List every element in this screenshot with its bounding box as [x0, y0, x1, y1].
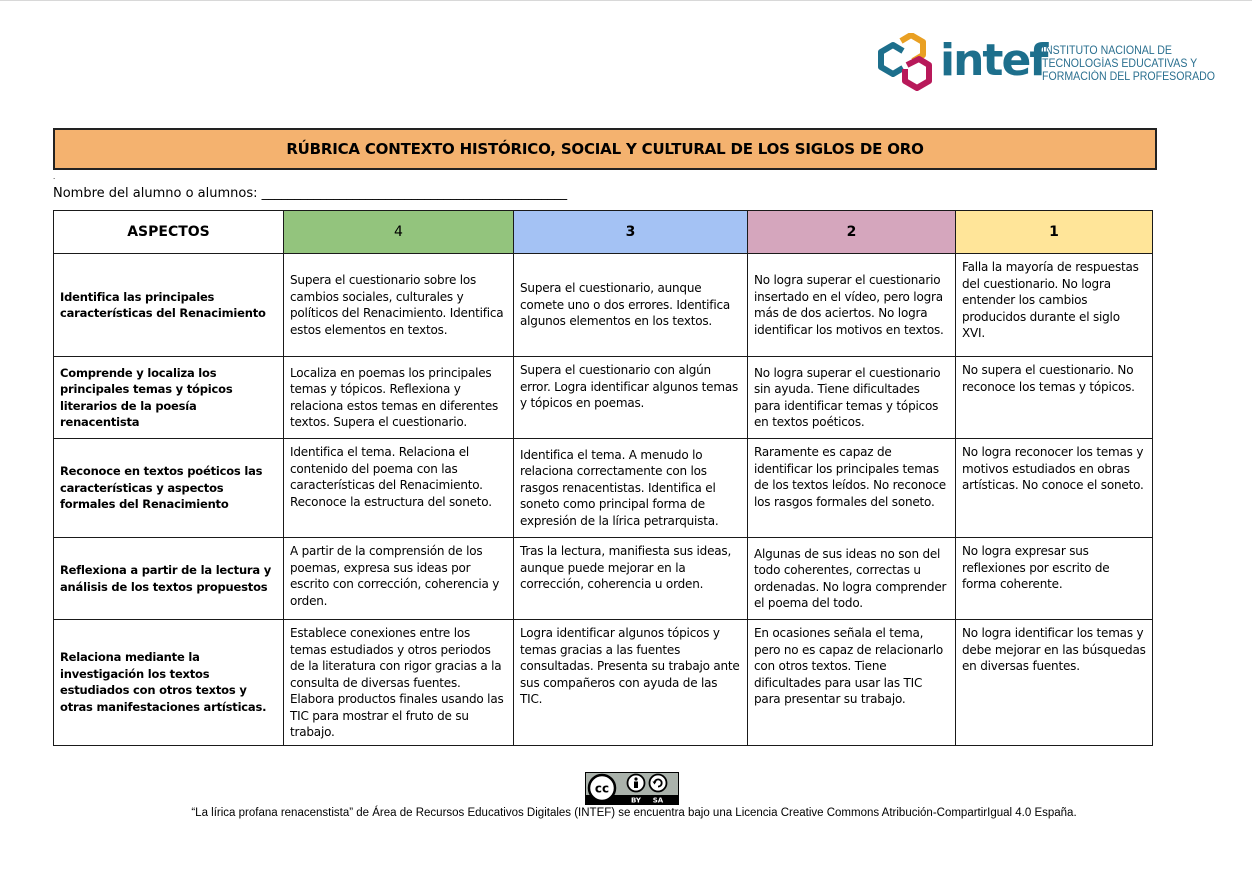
aspect-cell: Identifica las principales características del Renacimiento: [54, 254, 284, 357]
level-1-cell: No logra identificar los temas y debe mejorar en las búsquedas en diversas fuentes.: [956, 620, 1153, 746]
logo-institution-line: TECNOLOGÍAS EDUCATIVAS Y: [1042, 58, 1198, 70]
top-border-line: [0, 0, 1252, 1]
logo-wordmark: intef: [940, 35, 1047, 86]
level-1-cell: Falla la mayoría de respuestas del cuestionario. No logra entender los cambios producidos durante el siglo XVI.: [956, 254, 1153, 357]
level-2-cell: No logra superar el cuestionario sin ayuda. Tiene dificultades para identificar temas y tópicos en textos poéticos.: [748, 357, 956, 439]
rubric-title: RÚBRICA CONTEXTO HISTÓRICO, SOCIAL Y CULTURAL DE LOS SIGLOS DE ORO: [286, 140, 924, 158]
table-row: [54, 439, 1153, 538]
logo-institution-line: FORMACIÓN DEL PROFESORADO: [1042, 71, 1216, 83]
logo-institution-name: [1042, 45, 1217, 84]
license-footer-text: “La lírica profana renacenstista” de Área de Recursos Educativos Digitales (INTEF) se encuentra bajo una Licencia Creative Commons Atribución-CompartirIgual 4.0 España.: [191, 807, 1077, 819]
logo-institution-line: INSTITUTO NACIONAL DE: [1042, 45, 1172, 57]
level-4-cell: Identifica el tema. Relaciona el contenido del poema con las características del Renacimiento. Reconoce la estructura del soneto.: [284, 439, 514, 538]
level-4-cell: A partir de la comprensión de los poemas, expresa sus ideas por escrito con corrección, coherencia y orden.: [284, 538, 514, 620]
level-3-cell: Supera el cuestionario, aunque comete uno o dos errores. Identifica algunos elementos en los textos.: [514, 254, 748, 357]
table-row: [54, 538, 1153, 620]
level-2-cell: En ocasiones señala el tema, pero no es capaz de relacionarlo con otros textos. Tiene dificultades para usar las TIC para presentar su trabajo.: [748, 620, 956, 746]
table-header-row: [54, 211, 1153, 254]
header-level-4: 4: [284, 211, 514, 254]
by-badge-text: BY: [630, 796, 642, 805]
header-level-3: 3: [514, 211, 748, 254]
aspect-cell: Reflexiona a partir de la lectura y análisis de los textos propuestos: [54, 538, 284, 620]
header-level-1: 1: [956, 211, 1153, 254]
aspect-cell: Comprende y localiza los principales temas y tópicos literarios de la poesía renacentista: [54, 357, 284, 439]
aspect-cell: Relaciona mediante la investigación los textos estudiados con otros textos y otras manifestaciones artísticas.: [54, 620, 284, 746]
level-3-cell: Identifica el tema. A menudo lo relaciona correctamente con los rasgos renacentistas. Identifica el soneto como principal forma de expresión de la lírica petrarquista.: [514, 439, 748, 538]
intef-logo: [873, 33, 1216, 99]
level-3-cell: Tras la lectura, manifiesta sus ideas, aunque puede mejorar en la corrección, coherencia u orden.: [514, 538, 748, 620]
level-2-cell: Raramente es capaz de identificar los principales temas de los textos leídos. No reconoce los rasgos formales del soneto.: [748, 439, 956, 538]
student-name-line: Nombre del alumno o alumnos: _______________________________________________: [53, 186, 568, 201]
level-4-cell: Localiza en poemas los principales temas y tópicos. Reflexiona y relaciona estos temas en diferentes textos. Supera el cuestionario.: [284, 357, 514, 439]
table-row: [54, 357, 1153, 439]
level-4-cell: Establece conexiones entre los temas estudiados y otros periodos de la literatura con rigor gracias a la consulta de diversas fuentes. Elabora productos finales usando las TIC para mostrar el fruto de su trabajo.: [284, 620, 514, 746]
level-4-cell: Supera el cuestionario sobre los cambios sociales, culturales y políticos del Renacimiento. Identifica estos elementos en textos.: [284, 254, 514, 357]
table-row: [54, 254, 1153, 357]
sa-badge-text: SA: [652, 796, 664, 805]
header-aspects: ASPECTOS: [54, 211, 284, 254]
level-3-cell: Supera el cuestionario con algún error. Logra identificar algunos temas y tópicos en poemas.: [514, 357, 748, 439]
level-1-cell: No logra expresar sus reflexiones por escrito de forma coherente.: [956, 538, 1153, 620]
level-1-cell: No supera el cuestionario. No reconoce los temas y tópicos.: [956, 357, 1153, 439]
aspect-cell: Reconoce en textos poéticos las características y aspectos formales del Renacimiento: [54, 439, 284, 538]
level-2-cell: Algunas de sus ideas no son del todo coherentes, correctas u ordenadas. No logra comprender el poema del todo.: [748, 538, 956, 620]
rubric-title-banner: [53, 128, 1157, 170]
level-1-cell: No logra reconocer los temas y motivos estudiados en obras artísticas. No conoce el soneto.: [956, 439, 1153, 538]
intef-logo-mark-icon: [873, 33, 937, 99]
rubric-table: [53, 210, 1153, 746]
cc-by-sa-license-icon: [585, 772, 679, 805]
stray-dot: .: [53, 172, 56, 181]
level-2-cell: No logra superar el cuestionario insertado en el vídeo, pero logra más de dos aciertos. No logra identificar los motivos en textos.: [748, 254, 956, 357]
cc-badge-text: cc: [594, 781, 610, 796]
table-row: [54, 620, 1153, 746]
level-3-cell: Logra identificar algunos tópicos y temas gracias a las fuentes consultadas. Presenta su trabajo ante sus compañeros con ayuda de las TIC.: [514, 620, 748, 746]
header-level-2: 2: [748, 211, 956, 254]
